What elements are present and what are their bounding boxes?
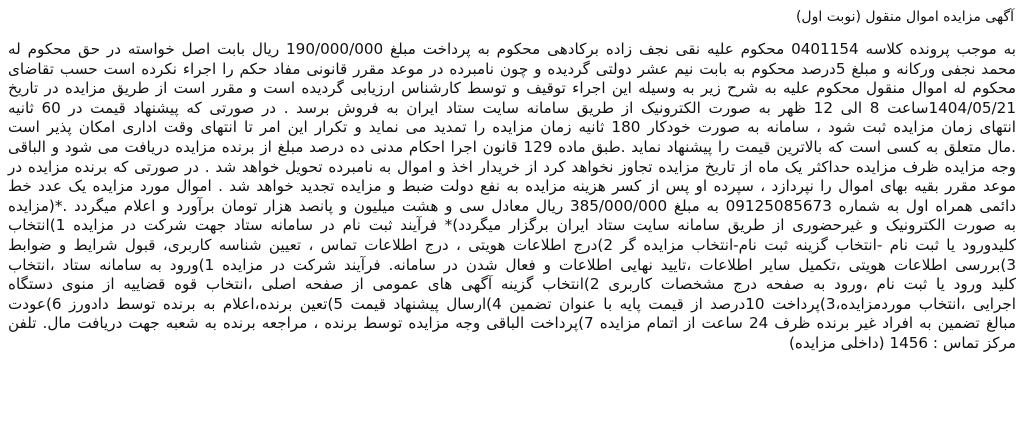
notice-line: دائمی همراه اول به شماره 09125085673 به مبلغ 385/000/000 ریال معادل سی و هشت میلیون و پانصد هزار تومان برآورد و اعلام میگردد .*(مزایده [8,196,1017,215]
notice-body [8,40,1016,354]
notice-line: اجرایی ،انتخاب موردمزایده،3)پرداخت 10درصد از قیمت پایه با عنوان تضمین 4)ارسال پیشنهاد قیمت 5)تعین برنده،اعلام به برنده توسط دادورز 6)عودت [8,294,1016,313]
notice-line: موعد مقرر بقیه بهای اموال را نپردازد ، سپرده او پس از کسر هزینه مزایده به نفع دولت ضبط و مزایده تجدید خواهد شد . اموال مورد مزایده یک عدد خط [8,177,1016,196]
notice-line: محکوم له اموال منقول محکوم علیه به شرح زیر به وسیله این اجراء توقیف و توسط کارشناس ارزیابی گردیده است و مقرر است از طریق مزایده در تاریخ [8,79,1016,98]
notice-line: کلیدورود یا ثبت نام -انتخاب گزینه ثبت نام-انتخاب مزایده گر 2)درج اطلاعات هویتی ، درج اطلاعات تماس ، تعیین شناسه کاربری، قبول شرایط و ضوابط [8,235,1016,254]
notice-line: .مال متعلق به کسی است که بالاترین قیمت را پیشنهاد نماید .طبق ماده 129 قانون اجرا احکام مدنی ده درصد مبلغ از برنده مزایده دریافت می شود و الباقی [8,137,1016,156]
notice-line: مبالغ تضمین به افراد غیر برنده ظرف 24 ساعت از اتمام مزایده 7)پرداخت الباقی وجه مزایده توسط برنده ، مراجعه برنده به شعبه جهت دریافت مال. تلفن [8,314,1017,333]
notice-line: 1404/05/21ساعت 8 الی 12 ظهر به صورت الکترونیک از طریق سامانه سایت ستاد ایران به فروش برسد . در صورتی که پیشنهاد قیمت در 60 ثانیه [8,98,1016,117]
notice-line: انتهای زمان مزایده ثبت شود ، سامانه به صورت خودکار 180 ثانیه زمان مزایده را تمدید می نماید و تکرار این امر تا انتهای وقت اداری امکان پذیر است [8,118,1016,137]
auction-notice [8,6,1016,354]
notice-line: وجه مزایده ظرف مزایده حداکثر یک ماه از تاریخ مزایده تجاوز نخواهد کرد از خریدار اخذ و اموال به نامبرده تحویل خواهد شد . در صورتی که برنده مزایده در [8,157,1016,176]
notice-line: مرکز تماس : 1456 (داخلی مزایده) [788,333,1016,352]
notice-line: کلید ورود یا ثبت نام ،ورود به صفحه درج مشخصات کاربری 2)انتخاب گزینه آگهی های عمومی از صفحه اصلی ،انتخاب قوه قضاییه از منوی دستگاه [8,275,1016,294]
notice-title: آگهی مزایده اموال منقول (نوبت اول) [795,9,1014,25]
notice-line: محمد نجفی ورکانه و مبلغ 5درصد محکوم به بابت نیم عشر دولتی گردیده و چون نامبرده در موعد مقرر قانونی مفاد حکم را اجراء نکرده است حسب تقاضای [8,59,1016,78]
notice-line: به موجب پرونده کلاسه 0401154 محکوم علیه نقی نجف زاده برکادهی محکوم به پرداخت مبلغ 190/000/000 ریال بابت اصل خواسته در حق محکوم له [8,40,1016,58]
notice-line: به صورت الکترونیک و غیرحضوری از طریق سامانه سایت ستاد ایران برگزار میگردد)* فرآیند ثبت نام در سامانه ستاد جهت شرکت در مزایده 1)انتخاب [8,216,1016,235]
notice-line: 3)بررسی اطلاعات هویتی ،تکمیل سایر اطلاعات ،تایید نهایی اطلاعات و فعال شدن در سامانه. فرآیند شرکت در مزایده 1)ورود به سامانه ستاد ،انتخاب [8,255,1016,274]
